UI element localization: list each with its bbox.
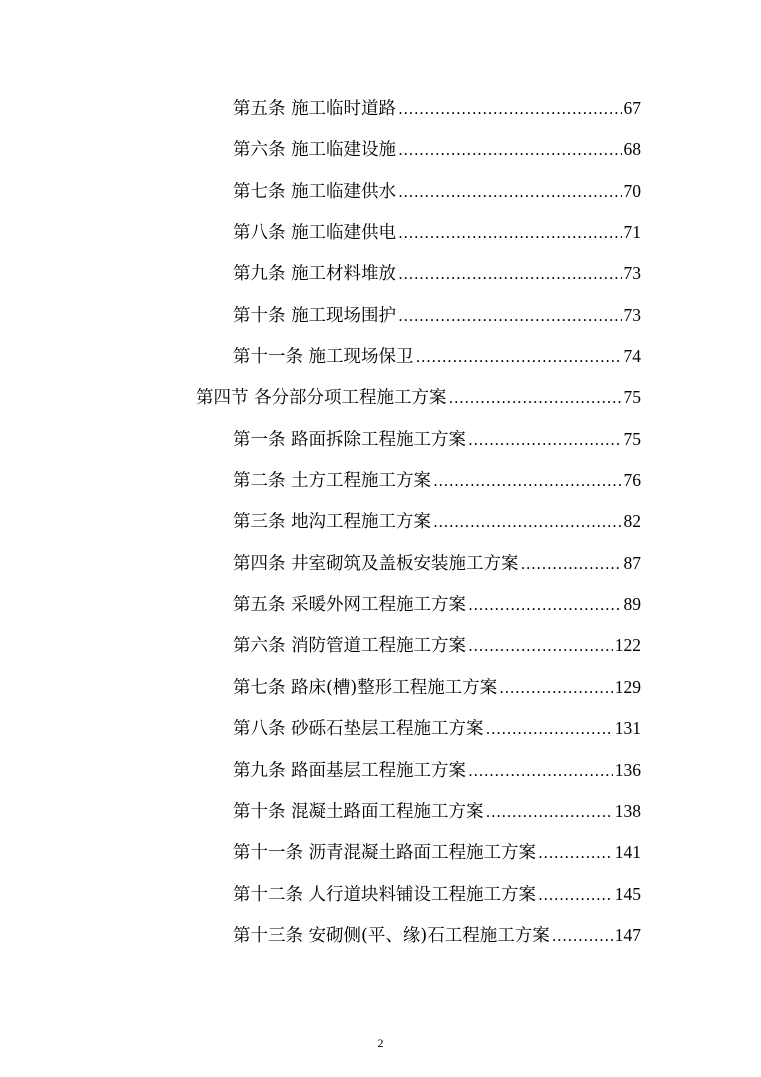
- toc-entry-title: 第十三条 安砌侧(平、缘)石工程施工方案: [233, 925, 550, 946]
- page-number: 2: [377, 1036, 384, 1050]
- toc-entry[interactable]: [0, 708, 761, 749]
- table-of-contents: [0, 88, 761, 956]
- toc-entry-page: 73: [623, 304, 641, 325]
- toc-entry-title: 第十条 混凝土路面工程施工方案: [233, 801, 484, 822]
- toc-entry-page: 145: [614, 883, 641, 904]
- toc-leader-dots: [398, 89, 621, 130]
- toc-entry-page: 138: [614, 800, 641, 821]
- toc-entry-page: 68: [623, 139, 641, 160]
- toc-leader-dots: [433, 502, 621, 543]
- toc-entry-title: 第七条 路床(槽)整形工程施工方案: [233, 677, 498, 698]
- toc-entry-page: 136: [614, 759, 641, 780]
- toc-entry-page: 122: [614, 635, 641, 656]
- toc-leader-dots: [398, 296, 621, 337]
- toc-entry[interactable]: [0, 171, 761, 212]
- toc-entry[interactable]: [0, 129, 761, 170]
- toc-entry-title: 第十条 施工现场围护: [233, 305, 397, 326]
- toc-entry[interactable]: [0, 915, 761, 956]
- toc-entry[interactable]: [0, 584, 761, 625]
- toc-entry-page: 131: [614, 718, 641, 739]
- toc-section-entry[interactable]: [0, 377, 761, 418]
- toc-entry-page: 87: [623, 552, 641, 573]
- toc-leader-dots: [468, 626, 613, 667]
- toc-entry-title: 第五条 施工临时道路: [233, 99, 397, 119]
- toc-entry[interactable]: [0, 874, 761, 915]
- toc-leader-dots: [398, 172, 621, 213]
- toc-entry-title: 第八条 施工临建供电: [233, 223, 397, 244]
- toc-leader-dots: [433, 461, 621, 502]
- toc-entry-title: 第十二条 人行道块料铺设工程施工方案: [233, 884, 537, 905]
- toc-entry[interactable]: [0, 253, 761, 294]
- toc-entry-page: 82: [623, 511, 641, 532]
- toc-entry-title: 第七条 施工临建供水: [233, 181, 397, 202]
- toc-entry[interactable]: [0, 460, 761, 501]
- toc-entry-title: 第四条 井室砌筑及盖板安装施工方案: [233, 553, 519, 574]
- toc-entry[interactable]: [0, 212, 761, 253]
- toc-entry-title: 第八条 砂砾石垫层工程施工方案: [233, 719, 484, 740]
- toc-leader-dots: [449, 378, 622, 419]
- toc-entry[interactable]: [0, 88, 761, 129]
- toc-entry-page: 89: [623, 594, 641, 615]
- toc-leader-dots: [538, 875, 613, 916]
- toc-entry-page: 75: [623, 428, 641, 449]
- toc-entry-title: 第四节 各分部分项工程施工方案: [196, 388, 447, 409]
- toc-entry-page: 74: [623, 346, 641, 367]
- toc-entry[interactable]: [0, 832, 761, 873]
- toc-leader-dots: [499, 668, 613, 709]
- toc-entry-page: 70: [623, 180, 641, 201]
- toc-entry-title: 第二条 土方工程施工方案: [233, 471, 432, 492]
- toc-entry[interactable]: [0, 543, 761, 584]
- toc-entry-title: 第六条 消防管道工程施工方案: [233, 636, 467, 657]
- toc-leader-dots: [538, 833, 613, 874]
- toc-entry[interactable]: [0, 750, 761, 791]
- toc-entry-title: 第九条 路面基层工程施工方案: [233, 760, 467, 781]
- toc-entry[interactable]: [0, 295, 761, 336]
- toc-entry[interactable]: [0, 419, 761, 460]
- toc-entry-page: 141: [614, 842, 641, 863]
- toc-entry-title: 第十一条 施工现场保卫: [233, 347, 414, 368]
- toc-entry-title: 第三条 地沟工程施工方案: [233, 512, 432, 533]
- toc-entry-page: 129: [614, 676, 641, 697]
- toc-entry-page: 73: [623, 263, 641, 284]
- toc-entry[interactable]: [0, 501, 761, 542]
- toc-leader-dots: [398, 254, 621, 295]
- toc-leader-dots: [416, 337, 622, 378]
- toc-leader-dots: [486, 792, 613, 833]
- toc-leader-dots: [468, 585, 621, 626]
- toc-entry-title: 第九条 施工材料堆放: [233, 264, 397, 285]
- toc-leader-dots: [468, 751, 613, 792]
- toc-entry[interactable]: [0, 336, 761, 377]
- toc-leader-dots: [398, 130, 621, 171]
- toc-entry[interactable]: [0, 791, 761, 832]
- toc-leader-dots: [521, 544, 622, 585]
- toc-entry-page: 67: [623, 98, 641, 118]
- toc-entry-title: 第一条 路面拆除工程施工方案: [233, 429, 467, 450]
- toc-leader-dots: [398, 213, 621, 254]
- toc-entry-page: 71: [623, 222, 641, 243]
- toc-entry-title: 第五条 采暖外网工程施工方案: [233, 595, 467, 616]
- toc-leader-dots: [468, 420, 621, 461]
- toc-leader-dots: [486, 709, 613, 750]
- toc-entry[interactable]: [0, 625, 761, 666]
- toc-entry-title: 第六条 施工临建设施: [233, 140, 397, 161]
- toc-entry-page: 75: [623, 387, 641, 408]
- toc-entry-title: 第十一条 沥青混凝土路面工程施工方案: [233, 843, 537, 864]
- toc-entry[interactable]: [0, 667, 761, 708]
- toc-entry-page: 147: [614, 924, 641, 945]
- toc-leader-dots: [552, 916, 613, 957]
- toc-entry-page: 76: [623, 470, 641, 491]
